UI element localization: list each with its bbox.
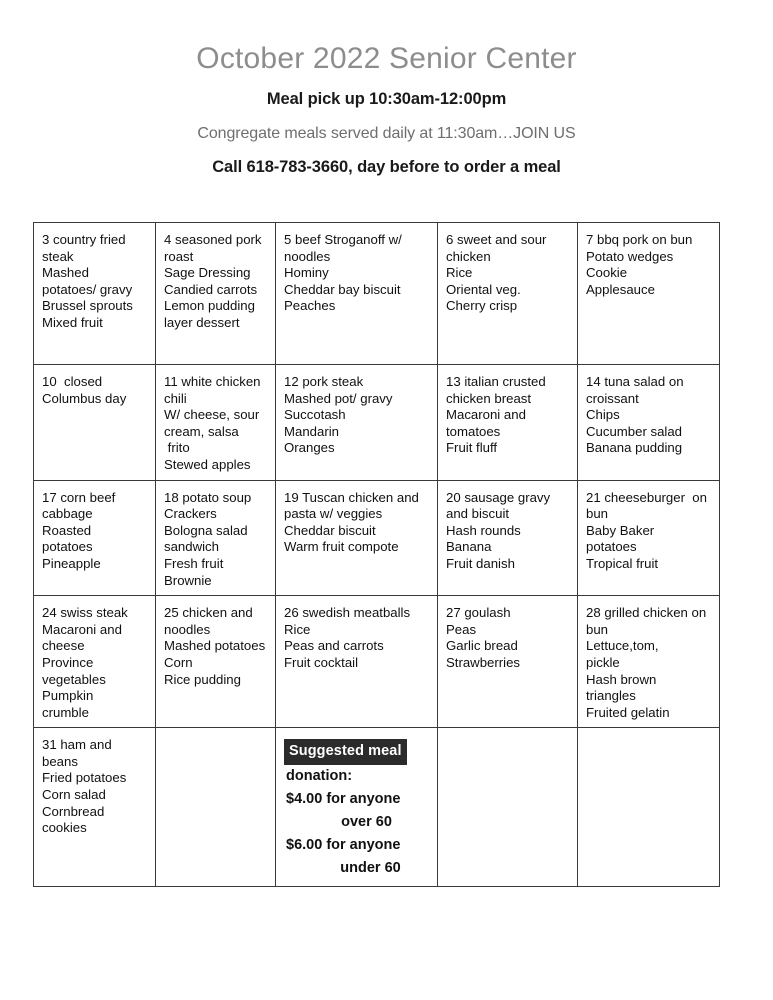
table-row (34, 728, 720, 887)
menu-item-line: bun (586, 506, 609, 522)
menu-item-line: Corn salad (42, 787, 106, 803)
day-cell-31[interactable] (34, 728, 156, 887)
menu-item-line: Hominy (284, 265, 329, 281)
menu-calendar-table (33, 222, 720, 887)
menu-item-line: 3 country fried (42, 232, 126, 247)
day-cell-25[interactable] (156, 596, 276, 728)
donation-heading: Suggested meal (284, 739, 407, 765)
day-cell-26[interactable] (276, 596, 438, 728)
menu-item-line: 24 swiss steak (42, 605, 128, 621)
day-cell-27[interactable] (438, 596, 578, 728)
menu-item-line: steak (42, 248, 74, 264)
menu-item-line: Succotash (284, 407, 346, 423)
page-header (0, 0, 773, 177)
day-cell-3[interactable] (34, 223, 156, 365)
menu-item-line: 5 beef Stroganoff w/ (284, 232, 402, 247)
menu-item-line: potatoes/ gravy (42, 281, 133, 297)
congregate-meals-note: Congregate meals served daily at 11:30am…JOIN US (197, 125, 576, 143)
menu-item-line: Candied carrots (164, 281, 258, 297)
calendar-body (34, 223, 720, 887)
menu-item-line: Rice pudding (164, 671, 241, 687)
menu-item-line: tomatoes (446, 423, 501, 439)
menu-item-line: Banana pudding (586, 440, 683, 456)
menu-item-line: Roasted (42, 522, 92, 538)
menu-item-line: 12 pork steak (284, 374, 364, 389)
donation-under60-amount: $6.00 for anyone (286, 837, 401, 854)
menu-item-line: chicken breast (446, 390, 532, 406)
menu-item-line: triangles (586, 688, 636, 704)
menu-item-line: Applesauce (586, 281, 655, 297)
day-cell-20[interactable] (438, 480, 578, 596)
menu-item-line: Lemon pudding (164, 298, 255, 314)
day-cell-4[interactable] (156, 223, 276, 365)
menu-item-line: Bologna salad (164, 522, 248, 538)
menu-item-line: noodles (284, 248, 331, 264)
menu-item-line: Mandarin (284, 423, 339, 439)
menu-item-line: 17 corn beef (42, 489, 116, 505)
menu-item-line: chicken (446, 248, 491, 264)
day-cell-18[interactable] (156, 480, 276, 596)
empty-cell (438, 728, 578, 887)
menu-item-line: Rice (284, 621, 311, 637)
menu-item-line: beans (42, 753, 78, 769)
menu-item-line: frito (164, 440, 190, 456)
donation-under60-label: under 60 (340, 860, 401, 877)
day-cell-13[interactable] (438, 365, 578, 481)
menu-item-line: Cornbread (42, 803, 105, 819)
menu-item-line: 4 seasoned pork (164, 232, 262, 247)
menu-item-line: 11 white chicken (164, 374, 261, 389)
menu-item-line: Hash brown (586, 671, 657, 687)
menu-item-line: Stewed apples (164, 456, 251, 472)
order-phone-line: Call 618-783-3660, day before to order a meal (212, 157, 561, 176)
table-row (34, 480, 720, 596)
meal-pickup-time: Meal pick up 10:30am-12:00pm (266, 89, 507, 108)
day-cell-14[interactable] (578, 365, 720, 481)
day-cell-11[interactable] (156, 365, 276, 481)
menu-item-line: 10 closed (42, 374, 103, 389)
menu-item-line: Macaroni and (446, 407, 526, 423)
menu-item-line: 14 tuna salad on (586, 374, 684, 389)
menu-item-line: Mixed fruit (42, 314, 103, 330)
day-cell-28[interactable] (578, 596, 720, 728)
menu-item-line: 25 chicken and (164, 605, 253, 621)
day-cell-24[interactable] (34, 596, 156, 728)
menu-item-line: Fried potatoes (42, 770, 127, 786)
menu-item-line: Rice (446, 265, 473, 281)
menu-item-line: Fresh fruit (164, 555, 224, 571)
menu-item-line: Corn (164, 654, 193, 670)
menu-item-line: Brussel sprouts (42, 298, 133, 314)
menu-item-line: sandwich (164, 539, 219, 555)
donation-over60-amount: $4.00 for anyone (286, 791, 401, 808)
menu-item-line: Sage Dressing (164, 265, 251, 281)
day-cell-12[interactable] (276, 365, 438, 481)
menu-item-line: Fruit fluff (446, 440, 498, 456)
day-cell-5[interactable] (276, 223, 438, 365)
menu-item-line: Mashed (42, 265, 89, 281)
menu-item-line: Crackers (164, 506, 217, 522)
calendar-container (33, 222, 719, 887)
menu-item-line: Province (42, 654, 94, 670)
menu-item-line: 31 ham and (42, 737, 112, 753)
suggested-donation-box (284, 737, 431, 880)
day-cell-10[interactable] (34, 365, 156, 481)
menu-item-line: Chips (586, 407, 620, 423)
menu-item-line: Garlic bread (446, 638, 518, 654)
table-row (34, 365, 720, 481)
menu-item-line: Cheddar bay biscuit (284, 281, 401, 297)
menu-item-line: Cookie (586, 265, 628, 281)
menu-item-line: Cherry crisp (446, 298, 518, 314)
menu-item-line: Pineapple (42, 555, 101, 571)
menu-item-line: Hash rounds (446, 522, 521, 538)
day-cell-19[interactable] (276, 480, 438, 596)
menu-item-line: chili (164, 390, 187, 406)
menu-item-line: 26 swedish meatballs (284, 605, 411, 621)
menu-item-line: Oranges (284, 440, 335, 456)
menu-item-line: 18 potato soup (164, 489, 252, 505)
menu-item-line: 27 goulash (446, 605, 511, 621)
menu-item-line: Tropical fruit (586, 555, 659, 571)
menu-item-line: Banana (446, 539, 492, 555)
menu-item-line: 21 cheeseburger on (586, 489, 707, 505)
menu-item-line: Potato wedges (586, 248, 674, 264)
menu-item-line: 13 italian crusted (446, 374, 546, 389)
menu-item-line: 20 sausage gravy (446, 489, 551, 505)
menu-item-line: croissant (586, 390, 639, 406)
menu-item-line: noodles (164, 621, 211, 637)
menu-item-line: and biscuit (446, 506, 510, 522)
donation-over60-label: over 60 (341, 814, 392, 831)
menu-item-line: pickle (586, 654, 620, 670)
menu-item-line: Columbus day (42, 390, 127, 406)
empty-cell (578, 728, 720, 887)
donation-cell (276, 728, 438, 887)
menu-item-line: cream, salsa (164, 423, 239, 439)
menu-item-line: layer dessert (164, 314, 240, 330)
menu-item-line: 7 bbq pork on bun (586, 232, 693, 247)
menu-item-line: Mashed pot/ gravy (284, 390, 393, 406)
menu-item-line: W/ cheese, sour (164, 407, 260, 423)
menu-item-line: cookies (42, 820, 87, 836)
menu-item-line: Baby Baker (586, 522, 655, 538)
menu-item-line: Lettuce,tom, (586, 638, 659, 654)
menu-item-line: Warm fruit compote (284, 539, 399, 555)
menu-item-line: Strawberries (446, 654, 521, 670)
menu-item-line: pasta w/ veggies (284, 506, 383, 522)
menu-item-line: Oriental veg. (446, 281, 521, 297)
donation-heading-wrap (284, 739, 431, 765)
menu-item-line: 6 sweet and sour (446, 232, 547, 247)
menu-item-line: vegetables (42, 671, 106, 687)
day-cell-7[interactable] (578, 223, 720, 365)
menu-item-line: 19 Tuscan chicken and (284, 489, 419, 505)
day-cell-17[interactable] (34, 480, 156, 596)
menu-item-line: Cheddar biscuit (284, 522, 376, 538)
menu-item-line: Pumpkin (42, 688, 94, 704)
menu-item-line: crumble (42, 704, 89, 720)
menu-item-line: Brownie (164, 572, 212, 588)
menu-item-line: Cucumber salad (586, 423, 683, 439)
day-cell-6[interactable] (438, 223, 578, 365)
menu-item-line: cheese (42, 638, 85, 654)
menu-item-line: cabbage (42, 506, 93, 522)
table-row (34, 596, 720, 728)
donation-subheading: donation: (286, 768, 353, 785)
menu-item-line: potatoes (586, 539, 637, 555)
page-title: October 2022 Senior Center (196, 42, 577, 75)
table-row (34, 223, 720, 365)
menu-item-line: Mashed potatoes (164, 638, 266, 654)
menu-item-line: Fruited gelatin (586, 704, 670, 720)
menu-item-line: potatoes (42, 539, 93, 555)
empty-cell (156, 728, 276, 887)
menu-item-line: Peaches (284, 298, 336, 314)
menu-item-line: Fruit danish (446, 555, 515, 571)
menu-item-line: Peas and carrots (284, 638, 384, 654)
day-cell-21[interactable] (578, 480, 720, 596)
menu-item-line: Macaroni and (42, 621, 122, 637)
menu-item-line: bun (586, 621, 609, 637)
menu-item-line: Fruit cocktail (284, 654, 359, 670)
menu-item-line: roast (164, 248, 194, 264)
menu-item-line: Peas (446, 621, 477, 637)
menu-item-line: 28 grilled chicken on (586, 605, 707, 621)
